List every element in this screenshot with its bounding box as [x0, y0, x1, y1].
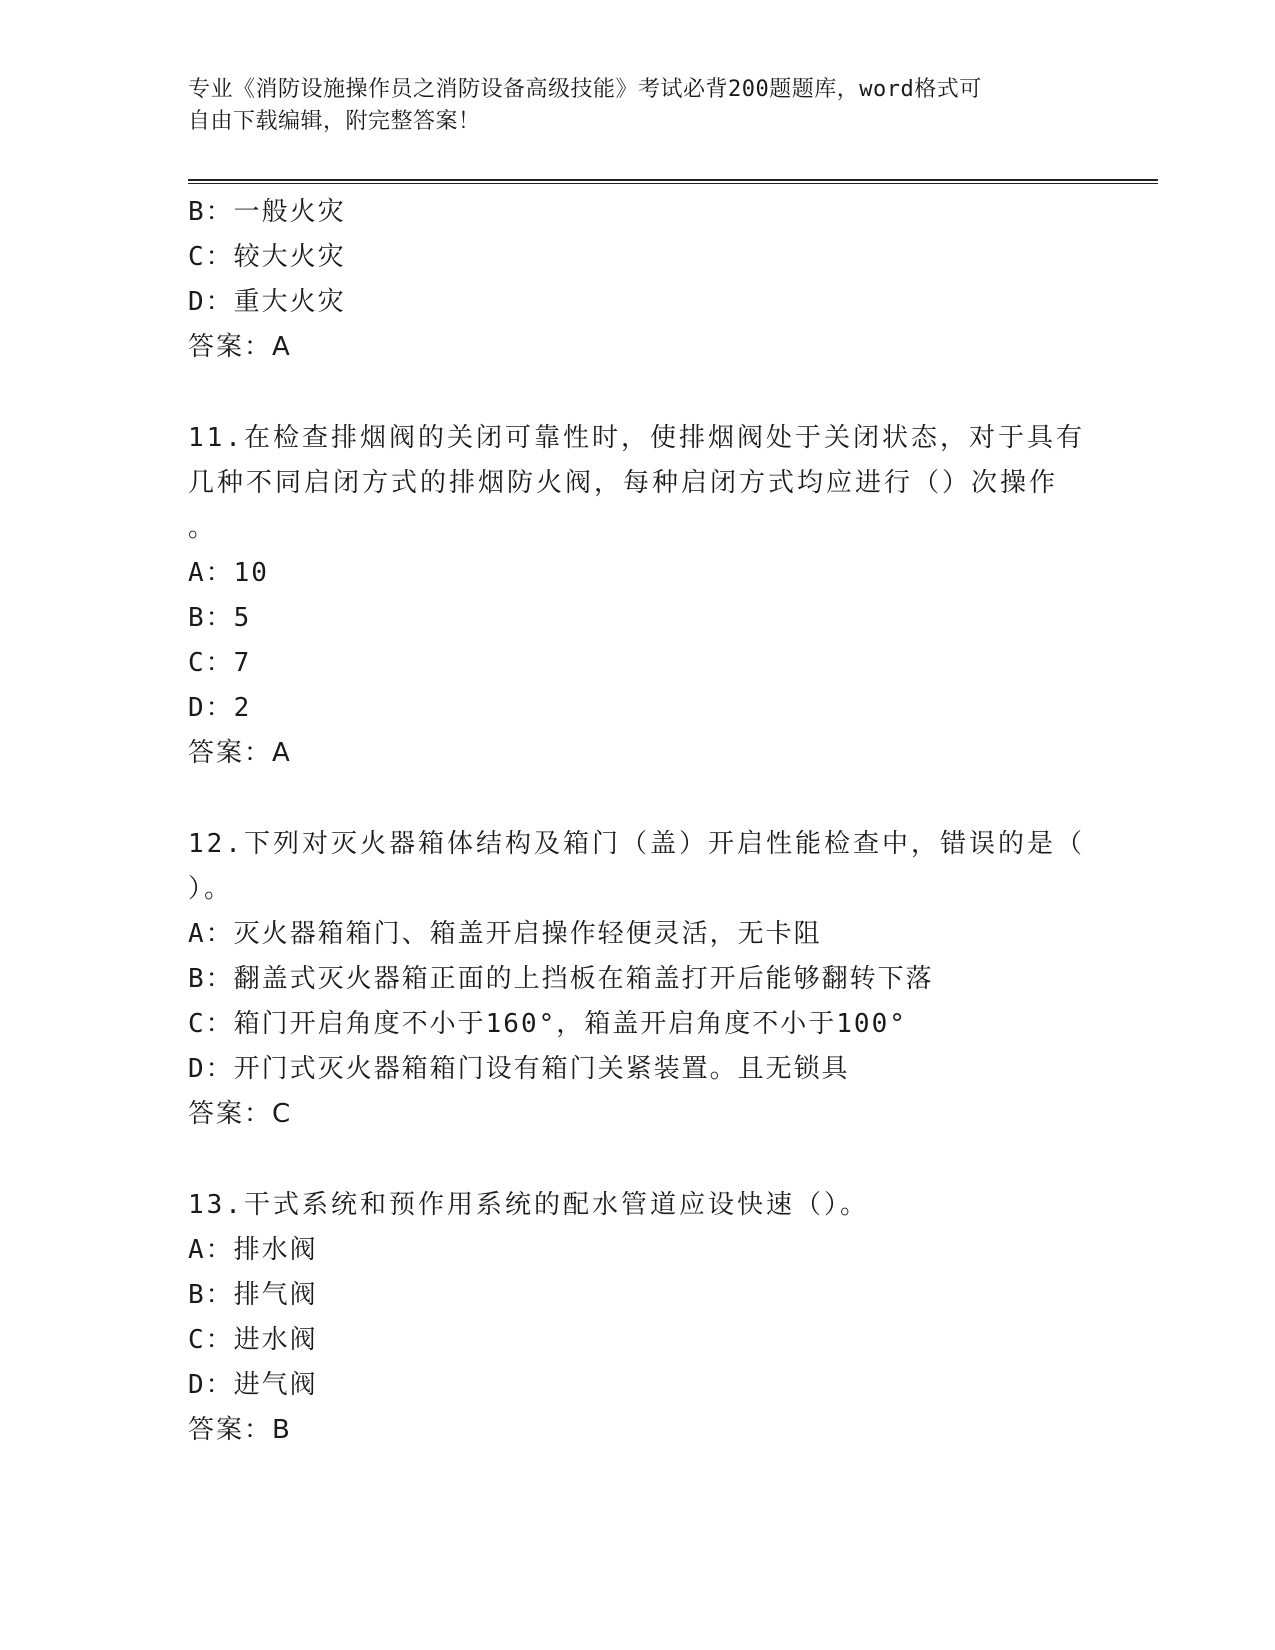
question-13: [188, 1183, 1088, 1453]
header-line-2: 自由下载编辑，附完整答案！: [188, 109, 481, 134]
header-divider: [188, 179, 1158, 184]
question-12: [188, 822, 1088, 1137]
option-b: B：排气阀: [188, 1280, 318, 1310]
spacer: [188, 776, 1088, 822]
option-c: C：箱门开启角度不小于160°，箱盖开启角度不小于100°: [188, 1009, 907, 1039]
option-a: A：10: [188, 558, 269, 588]
option-c: C：较大火灾: [188, 242, 346, 272]
question-stem-line: 13.干式系统和预作用系统的配水管道应设快速（）。: [188, 1190, 869, 1220]
question-11: [188, 416, 1088, 776]
question-stem-line: ）。: [188, 874, 234, 904]
option-b: B：5: [188, 603, 252, 633]
question-stem-line: 11.在检查排烟阀的关闭可靠性时，使排烟阀处于关闭状态，对于具有: [188, 423, 1085, 453]
question-stem-line: 12.下列对灭火器箱体结构及箱门（盖）开启性能检查中，错误的是（: [188, 829, 1085, 859]
answer-line: 答案：A: [188, 332, 292, 362]
option-a: A：灭火器箱箱门、箱盖开启操作轻便灵活，无卡阻: [188, 919, 822, 949]
option-a: A：排水阀: [188, 1235, 318, 1265]
answer-line: 答案：A: [188, 738, 292, 768]
answer-line: 答案：B: [188, 1415, 292, 1445]
option-d: D：2: [188, 693, 252, 723]
spacer: [188, 370, 1088, 416]
option-d: D：进气阀: [188, 1370, 318, 1400]
spacer: [188, 1137, 1088, 1183]
option-c: C：进水阀: [188, 1325, 318, 1355]
option-d: D：开门式灭火器箱箱门设有箱门关紧装置。且无锁具: [188, 1054, 850, 1084]
document-header: [188, 74, 1088, 138]
question-stem-line: 。: [188, 513, 218, 543]
question-10-tail: [188, 190, 1088, 370]
answer-line: 答案：C: [188, 1099, 293, 1129]
question-list: [188, 190, 1088, 1453]
option-d: D：重大火灾: [188, 287, 346, 317]
option-b: B：翻盖式灭火器箱正面的上挡板在箱盖打开后能够翻转下落: [188, 964, 934, 994]
header-line-1: 专业《消防设施操作员之消防设备高级技能》考试必背200题题库，word格式可: [188, 77, 982, 102]
option-b: B：一般火灾: [188, 197, 346, 227]
question-stem-line: 几种不同启闭方式的排烟防火阀，每种启闭方式均应进行（）次操作: [188, 468, 1059, 498]
option-c: C：7: [188, 648, 252, 678]
